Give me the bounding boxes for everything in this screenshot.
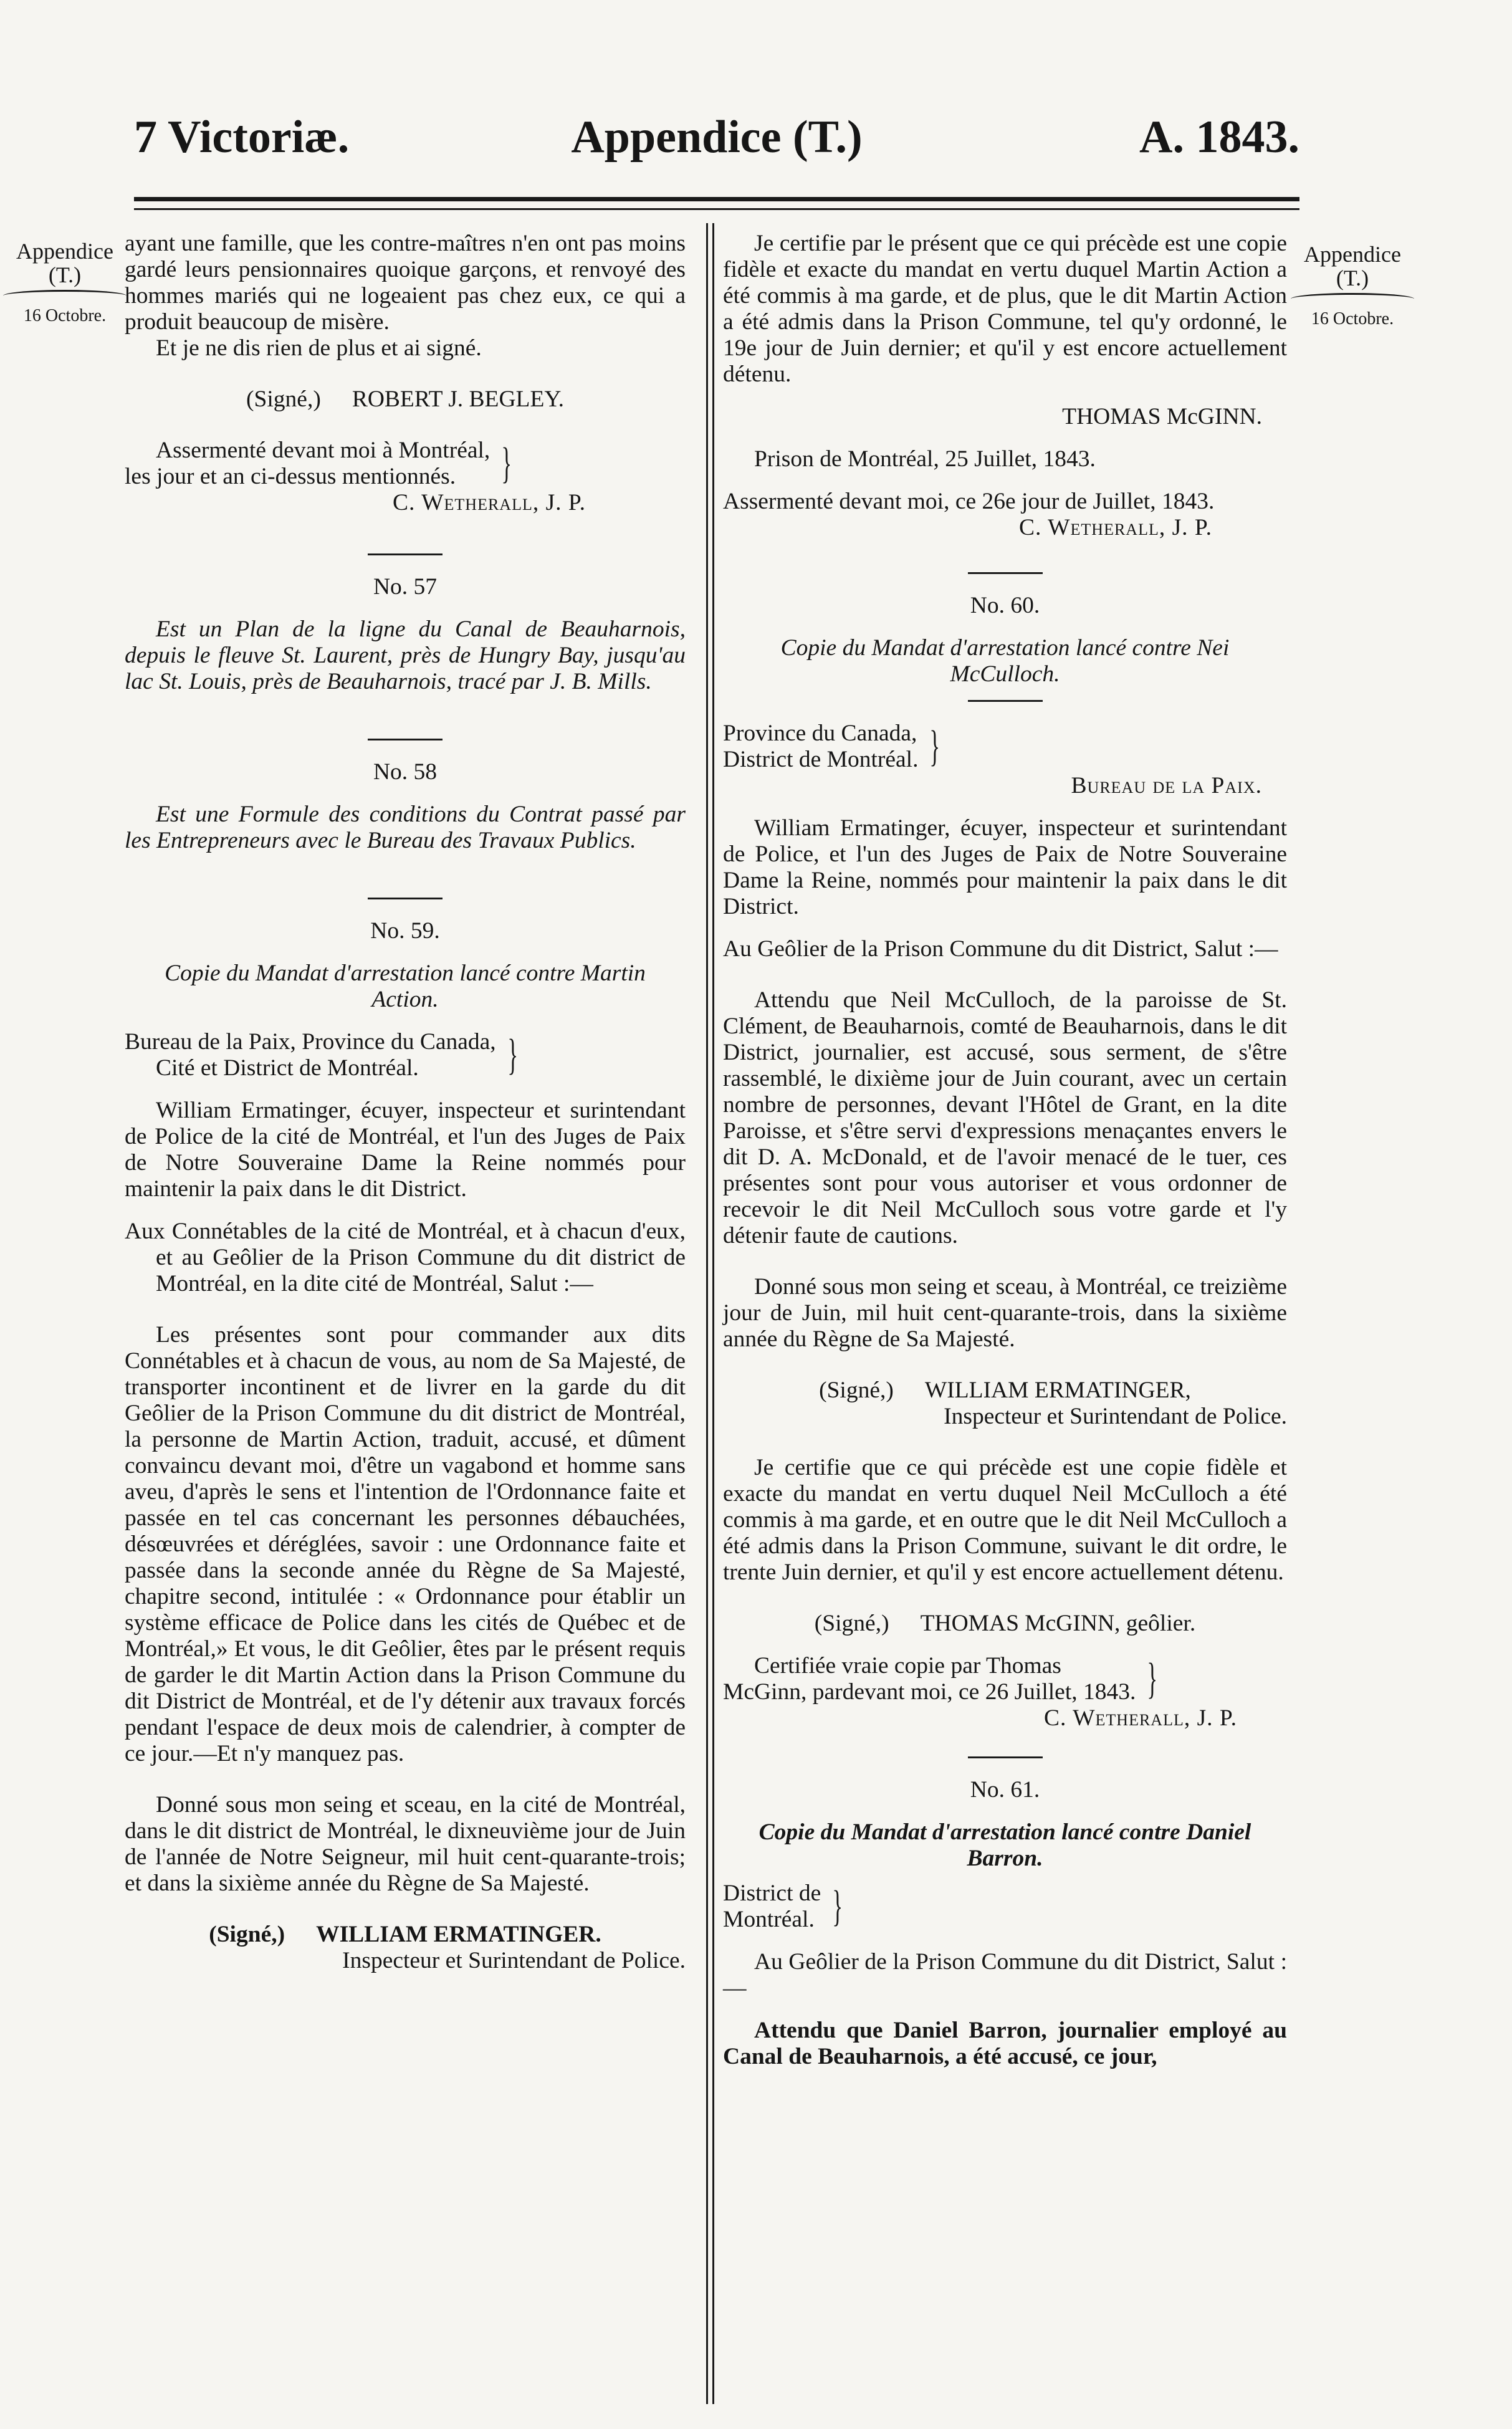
header-year: A. 1843. xyxy=(1139,112,1299,163)
section-rule xyxy=(368,898,443,899)
brace-glyph: } xyxy=(1147,1655,1158,1703)
section-rule xyxy=(368,739,443,740)
brace-glyph: } xyxy=(832,1882,843,1930)
paragraph-ermatinger-intro: William Ermatinger, écuyer, inspecteur et surintendant de Police, et l'un des Juges de Paix de Notre Souveraine Dame la Reine, nommés pour maintenir la paix dans le dit District. xyxy=(723,815,1287,919)
signed-label: (Signé,) xyxy=(209,1922,285,1947)
province-block xyxy=(723,721,1287,773)
signature-ermatinger xyxy=(125,1922,686,1948)
margin-note-right xyxy=(1296,243,1409,328)
signer-name: THOMAS McGINN, geôlier. xyxy=(920,1611,1196,1636)
district-block xyxy=(723,1880,1287,1933)
certified-line: Certifiée vraie copie par Thomas xyxy=(754,1653,1061,1679)
column-divider-right xyxy=(712,223,714,2404)
paragraph-address-jailer: Au Geôlier de la Prison Commune du dit District, Salut :— xyxy=(723,936,1278,962)
paragraph-begley-testimony: ayant une famille, que les contre-maîtres n'en ont pas moins gardé leurs pensionnaires quoique garçons, et renvoyé des hommes mariés qui ne logeaient pas chez eux, ce qui a produit beaucoup de misère. xyxy=(125,231,686,335)
item-number-60: No. 60. xyxy=(970,593,1040,618)
header-regnal-year: 7 Victoriæ. xyxy=(134,112,350,163)
sworn-line: les jour et an ci-dessus mentionnés. xyxy=(125,464,456,489)
bureau-de-la-paix: Bureau de la Paix. xyxy=(1071,773,1262,798)
margin-note-label: Appendice xyxy=(16,239,113,264)
signer-title: Inspecteur et Surintendant de Police. xyxy=(342,1948,686,1973)
brace-glyph: } xyxy=(501,439,512,487)
column-divider-left xyxy=(706,223,708,2404)
margin-note-ref: (T.) xyxy=(48,262,82,287)
item-59-title: Copie du Mandat d'arrestation lancé contre Martin Action. xyxy=(165,961,646,1012)
signed-label: (Signé,) xyxy=(819,1377,894,1403)
paragraph-mcculloch-charge: Attendu que Neil McCulloch, de la paroisse de St. Clément, de Beauharnois, comté de Beauharnois, dans le dit District, journalier, est accusé, sous serment, de s'être rassemblé, le dixième jour de Juin courant, avec un certain nombre de personnes, devant l'Hôtel de Grant, en la dite Paroisse, et s'être servi d'expressions menaçantes envers le dit D. A. McDonald, et de l'avoir menacé de le tuer, ces présentes sont pour vous autoriser et vous ordonner de recevoir le dit Neil McCulloch sous votre garde et l'y détenir faute de cautions. xyxy=(723,987,1287,1248)
province-line: Province du Canada, xyxy=(723,721,917,746)
margin-note-date: 16 Octobre. xyxy=(23,305,107,325)
item-number-61: No. 61. xyxy=(970,1777,1040,1803)
margin-note-label: Appendice xyxy=(1304,242,1401,267)
item-number-59: No. 59. xyxy=(370,918,440,944)
justice-signature: C. Wetherall, J. P. xyxy=(1044,1705,1237,1731)
item-60-title: Copie du Mandat d'arrestation lancé contre Nei McCulloch. xyxy=(780,635,1230,687)
bureau-address-block xyxy=(125,1029,686,1081)
left-column xyxy=(125,231,686,1974)
province-line: District de Montréal. xyxy=(723,747,919,772)
signed-label: (Signé,) xyxy=(814,1611,889,1636)
certified-line: McGinn, pardevant moi, ce 26 Juillet, 1843. xyxy=(723,1679,1136,1705)
signer-name: WILLIAM ERMATINGER, xyxy=(924,1377,1191,1403)
signature-mcginn xyxy=(723,1611,1287,1637)
header-rule-thick xyxy=(134,197,1299,201)
sworn-line: Assermenté devant moi à Montréal, xyxy=(156,438,490,463)
margin-note-left xyxy=(9,240,121,325)
prison-date: Prison de Montréal, 25 Juillet, 1843. xyxy=(754,446,1096,472)
sworn-before-line: Assermenté devant moi, ce 26e jour de Juillet, 1843. xyxy=(723,489,1215,514)
margin-brace xyxy=(3,290,127,302)
section-rule xyxy=(968,700,1043,702)
district-line: Montréal. xyxy=(723,1907,815,1932)
bureau-line: Bureau de la Paix, Province du Canada, xyxy=(125,1029,496,1055)
margin-note-date: 16 Octobre. xyxy=(1311,309,1394,328)
margin-note-ref: (T.) xyxy=(1336,265,1369,290)
paragraph-given-under-seal: Donné sous mon seing et sceau, à Montréal, ce treizième jour de Juin, mil huit cent-quarante-trois, dans la sixième année du Règne de Sa Majesté. xyxy=(723,1274,1287,1352)
item-number-57: No. 57 xyxy=(373,574,438,600)
signer-title: Inspecteur et Surintendant de Police. xyxy=(944,1404,1287,1429)
item-57-description: Est un Plan de la ligne du Canal de Beauharnois, depuis le fleuve St. Laurent, près de Hungry Bay, jusqu'au lac St. Louis, près de Beauharnois, tracé par J. B. Mills. xyxy=(125,616,686,694)
paragraph-jailer-certificate: Je certifie que ce qui précède est une copie fidèle et exacte du mandat en vertu duquel Neil McCulloch a été commis à ma garde, et en outre que le dit Neil McCulloch a été admis dans la Prison Commune, suivant le dit ordre, le trente Juin dernier, et qu'il y est encore actuellement détenu. xyxy=(723,1455,1287,1585)
right-column xyxy=(723,231,1287,2070)
signer-name: ROBERT J. BEGLEY. xyxy=(352,386,564,412)
item-number-58: No. 58 xyxy=(373,759,438,785)
signature-begley xyxy=(125,386,686,413)
district-line: District de xyxy=(723,1880,821,1906)
paragraph-commitment-order: Les présentes sont pour commander aux dits Connétables et à chacun de vous, au nom de Sa Majesté, de transporter incontinent et de livrer en la garde du dit Geôlier de la Prison Commune du dit district de Montréal, la personne de Martin Action, traduit, accusé, et dûment convaincu devant moi, d'être un vagabond et homme sans aveu, d'après le sens et l'intention de l'Ordonnance faite et passée en tel cas concernant les personnes débauchées, désœuvrées et déréglées, savoir : une Ordonnance faite et passée dans la seconde année du Règne de Sa Majesté, chapitre second, intitulée : « Ordonnance pour établir un système efficace de Police dans les cités de Québec et de Montréal,» Et vous, le dit Geôlier, êtes par le présent requis de garder le dit Martin Action dans la Prison Commune du dit District de Montréal, et de l'y détenir aux travaux forcés pendant l'espace de deux mois de calendrier, à compter de ce jour.—Et n'y manquez pas. xyxy=(125,1322,686,1766)
justice-signature: C. Wetherall, J. P. xyxy=(393,490,586,515)
paragraph-barron-charge: Attendu que Daniel Barron, journalier employé au Canal de Beauharnois, a été accusé, ce jour, xyxy=(723,2018,1287,2069)
justice-signature: C. Wetherall, J. P. xyxy=(1019,515,1212,540)
item-61-title: Copie du Mandat d'arrestation lancé contre Daniel Barron. xyxy=(758,1819,1251,1871)
margin-brace xyxy=(1291,293,1414,305)
section-rule xyxy=(368,553,443,555)
section-rule xyxy=(968,572,1043,574)
bureau-line: Cité et District de Montréal. xyxy=(156,1055,419,1081)
brace-glyph: } xyxy=(507,1031,518,1079)
paragraph-given-under-seal: Donné sous mon seing et sceau, en la cité de Montréal, dans le dit district de Montréal, le dixneuvième jour de Juin de l'année de Notre Seigneur, mil huit cent-quarante-trois; et dans la sixième année du Règne de Sa Majesté. xyxy=(125,1792,686,1896)
paragraph-address-constables: Aux Connétables de la cité de Montréal, et à chacun d'eux, et au Geôlier de la Prison Commune du dit district de Montréal, en la dite cité de Montréal, Salut :— xyxy=(125,1219,686,1296)
paragraph-jailer-certificate: Je certifie par le présent que ce qui précède est une copie fidèle et exacte du mandat en vertu duquel Martin Action a été commis à ma garde, et de plus, que le dit Martin Action a été admis dans la Prison Commune, tel qu'y ordonné, le 19e jour de Juin dernier; et qu'il y est encore actuellement détenu. xyxy=(723,231,1287,387)
jailer-signature: THOMAS McGINN. xyxy=(1062,404,1262,429)
signer-name: WILLIAM ERMATINGER. xyxy=(316,1922,601,1947)
sworn-block-1 xyxy=(125,438,686,490)
certified-copy-block xyxy=(723,1653,1287,1705)
header-rule-thin xyxy=(134,208,1299,210)
paragraph-signed-statement: Et je ne dis rien de plus et ai signé. xyxy=(156,335,482,361)
page-header xyxy=(134,111,1299,180)
paragraph-address-jailer: Au Geôlier de la Prison Commune du dit District, Salut :— xyxy=(723,1949,1287,2001)
signed-label: (Signé,) xyxy=(246,386,321,412)
paragraph-ermatinger-intro: William Ermatinger, écuyer, inspecteur et surintendant de Police de la cité de Montréal, et l'un des Juges de Paix de Notre Souveraine Dame la Reine nommés pour maintenir la paix dans le dit District. xyxy=(125,1098,686,1202)
section-rule xyxy=(968,1756,1043,1758)
brace-glyph: } xyxy=(929,722,940,770)
item-58-description: Est une Formule des conditions du Contrat passé par les Entrepreneurs avec le Bureau des Travaux Publics. xyxy=(125,802,686,853)
header-appendix-title: Appendice (T.) xyxy=(571,112,863,163)
signature-ermatinger xyxy=(723,1377,1287,1404)
